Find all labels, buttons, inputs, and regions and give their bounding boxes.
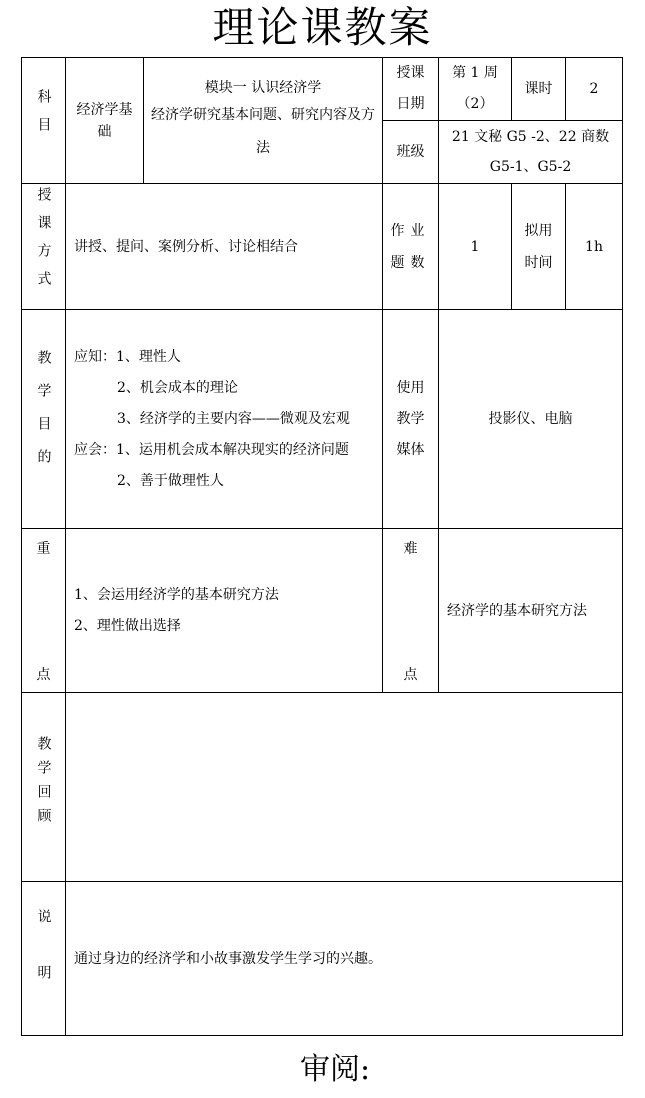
subject-value: 经济学基础 <box>76 101 133 140</box>
method-label-cell <box>22 184 66 310</box>
review-signature-label: 审阅: <box>300 1052 371 1087</box>
difficulty-label-top: 难 <box>403 540 418 557</box>
subject-value-cell <box>66 58 144 184</box>
review-label-cell <box>22 693 66 882</box>
difficulty-value-cell <box>439 529 623 693</box>
difficulty-label-bottom: 点 <box>403 666 418 683</box>
difficulty-value: 经济学的基本研究方法 <box>447 602 587 619</box>
class-value: 21 文秘 G5 -2、22 商数 G5-1、G5-2 <box>451 129 610 175</box>
goals-content-cell <box>66 310 383 529</box>
class-label: 班级 <box>396 144 425 160</box>
media-value: 投影仪、电脑 <box>488 411 573 427</box>
homework-label-cell <box>383 184 439 310</box>
hours-value-cell <box>566 58 623 121</box>
time-value-cell <box>566 184 623 310</box>
page-title: 理论课教案 <box>212 3 433 52</box>
homework-value: 1 <box>470 238 480 255</box>
hours-label: 课时 <box>524 81 553 97</box>
topic-line: 经济学研究基本问题、研究内容及方法 <box>151 106 375 156</box>
date-label: 授课日期 <box>396 65 425 112</box>
topic-cell <box>144 58 383 184</box>
date-label-cell <box>383 58 439 121</box>
hours-label-cell <box>512 58 566 121</box>
method-label: 授课方式 <box>35 187 52 299</box>
time-label-cell <box>512 184 566 310</box>
media-value-cell <box>439 310 623 529</box>
notes-content-cell <box>66 882 623 1036</box>
method-value: 讲授、提问、案例分析、讨论相结合 <box>74 238 298 255</box>
time-label: 拟用时间 <box>524 222 553 271</box>
should-know-2: 2、机会成本的理论 <box>117 379 238 396</box>
keypoints-content-cell <box>66 529 383 693</box>
media-label-cell <box>383 310 439 529</box>
week-value: 第 1 周（2） <box>452 65 498 112</box>
should-know-3: 3、经济学的主要内容——微观及宏观 <box>117 410 350 427</box>
media-label: 使用教学媒体 <box>396 379 425 458</box>
keypoints-label-top: 重 <box>36 540 51 557</box>
notes-label-cell <box>22 882 66 1036</box>
time-value: 1h <box>585 238 603 255</box>
week-cell <box>439 58 512 121</box>
module-line: 模块一 认识经济学 <box>204 79 322 96</box>
should-do-2: 2、善于做理性人 <box>117 472 224 489</box>
subject-label-cell <box>22 58 66 184</box>
notes-value: 通过身边的经济学和小故事激发学生学习的兴趣。 <box>74 950 382 967</box>
lesson-plan-table <box>21 57 623 1036</box>
review-label: 教学回顾 <box>35 735 52 832</box>
keypoint-item-1: 1、会运用经济学的基本研究方法 <box>74 586 279 603</box>
goals-label-cell <box>22 310 66 529</box>
should-do-1: 应会：1、运用机会成本解决现实的经济问题 <box>74 441 349 458</box>
keypoint-item-2: 2、理性做出选择 <box>74 617 181 634</box>
notes-label: 说明 <box>35 909 52 1021</box>
review-content-cell <box>66 693 623 882</box>
method-value-cell <box>66 184 383 310</box>
class-value-cell <box>439 121 623 184</box>
homework-value-cell <box>439 184 512 310</box>
hours-value: 2 <box>589 81 599 97</box>
subject-label: 科目 <box>35 89 52 145</box>
keypoints-label-cell <box>22 529 66 693</box>
keypoints-label-bottom: 点 <box>36 666 51 683</box>
goals-label: 教学目的 <box>35 349 52 482</box>
difficulty-label-cell <box>383 529 439 693</box>
class-label-cell <box>383 121 439 184</box>
should-know-1: 应知：1、理性人 <box>74 348 181 365</box>
homework-label: 作业题数 <box>390 222 431 271</box>
